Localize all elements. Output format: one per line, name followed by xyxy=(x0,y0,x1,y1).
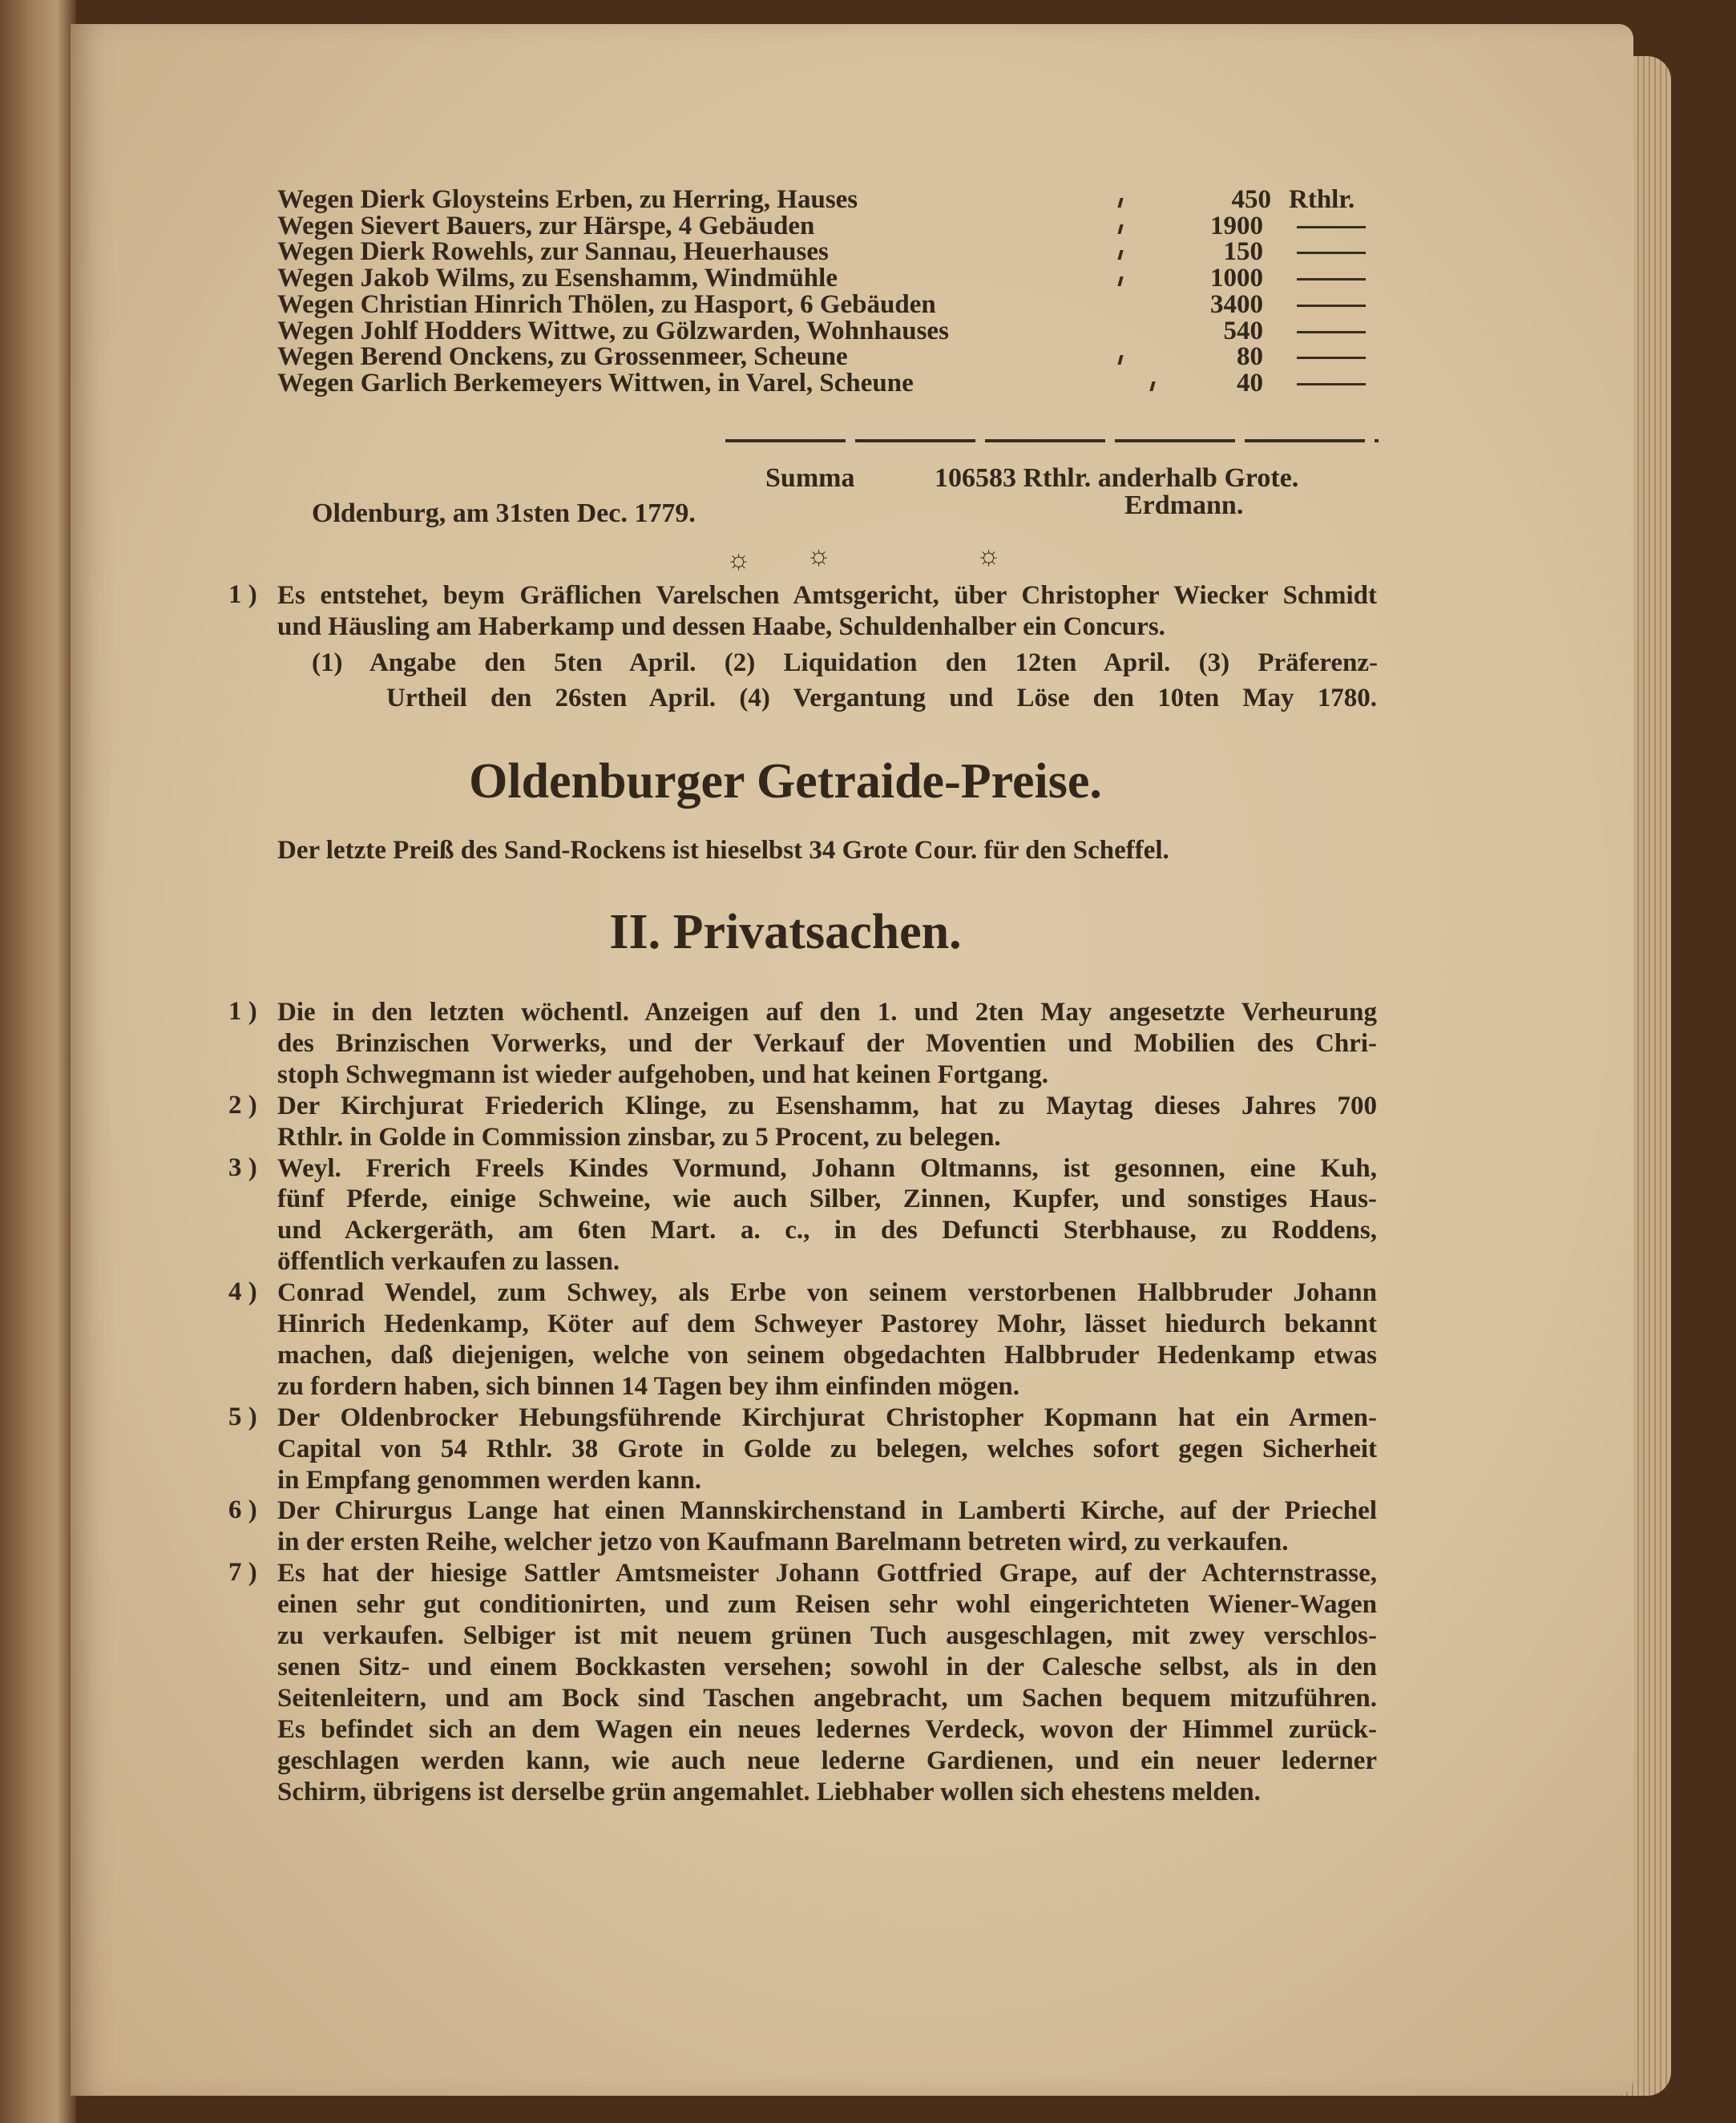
item-line: Der Kirchjurat Friederich Klinge, zu Esenshamm, hat zu Maytag dieses Jahres 700 xyxy=(277,1091,1377,1120)
item-line: Es befindet sich an dem Wagen ein neues ledernes Verdeck, wovon der Himmel zurück- xyxy=(277,1714,1377,1744)
item-line: machen, daß diejenigen, welche von seinem obgedachten Halbbruder Hedenkamp etwas xyxy=(277,1340,1377,1370)
item-number: 6 ) xyxy=(228,1495,257,1525)
notice-number: 1 ) xyxy=(228,580,257,609)
grain-prices-heading: Oldenburger Getraide-Preise. xyxy=(469,754,1102,809)
ledger-amount: 80 xyxy=(1237,342,1263,372)
item-line: Seitenleitern, und am Bock sind Taschen angebracht, um Sachen bequem mitzuführen. xyxy=(277,1683,1377,1713)
item-line: öffentlich verkaufen zu lassen. xyxy=(277,1247,620,1277)
item-line: zu fordern haben, sich binnen 14 Tagen bey ihm einfinden mögen. xyxy=(277,1371,1019,1401)
ditto-mark-icon xyxy=(1119,265,1122,292)
item-line: Der Oldenbrocker Hebungsführende Kirchjurat Christopher Kopmann hat ein Armen- xyxy=(277,1403,1377,1432)
ledger-ditto-dash xyxy=(1297,331,1366,333)
signature: Erdmann. xyxy=(1124,490,1244,520)
ornament-star-icon: ☼ xyxy=(976,541,1002,571)
item-line: in Empfang genommen werden kann. xyxy=(277,1465,701,1495)
item-line: Schirm, übrigens ist derselbe grün angemahlet. Liebhaber wollen sich ehestens melden. xyxy=(277,1777,1261,1806)
ledger-entry-text: Wegen Berend Onckens, zu Grossenmeer, Scheune xyxy=(277,342,848,372)
notice-line: Es entstehet, beym Gräflichen Varelschen Amtsgericht, über Christopher Wiecker Schmidt xyxy=(277,581,1377,610)
ledger-amount: 150 xyxy=(1223,237,1263,267)
ledger-row xyxy=(277,187,1383,213)
ledger-row xyxy=(277,213,1383,240)
item-line: Der Chirurgus Lange hat einen Mannskirchenstand in Lamberti Kirche, auf der Priechel xyxy=(277,1496,1377,1526)
item-line: Capital von 54 Rthlr. 38 Grote in Golde zu belegen, welches sofort gegen Sicherheit xyxy=(277,1434,1377,1463)
ornament-star-icon: ☼ xyxy=(806,541,832,571)
ledger-row xyxy=(277,370,1383,397)
ledger-amount: 40 xyxy=(1237,368,1263,398)
ledger-ditto-dash xyxy=(1297,252,1366,254)
ledger-row xyxy=(277,318,1383,345)
item-line: stoph Schwegmann ist wieder aufgehoben, und hat keinen Fortgang. xyxy=(277,1059,1049,1089)
ledger-row xyxy=(277,265,1383,292)
item-line: Conrad Wendel, zum Schwey, als Erbe von seinem verstorbenen Halbbruder Johann xyxy=(277,1278,1377,1308)
ledger-ditto-dash xyxy=(1297,226,1366,228)
notice-line: (1) Angabe den 5ten April. (2) Liquidation den 12ten April. (3) Präferenz- xyxy=(312,648,1378,677)
ledger-row xyxy=(277,239,1383,265)
place-date: Oldenburg, am 31sten Dec. 1779. xyxy=(312,498,696,528)
ledger-amount: 540 xyxy=(1223,316,1263,345)
summa-label: Summa xyxy=(765,463,855,493)
ledger-amount: 450 xyxy=(1231,185,1271,214)
ditto-mark-icon xyxy=(1119,239,1122,265)
item-number: 4 ) xyxy=(228,1277,257,1307)
item-line: in der ersten Reihe, welcher jetzo von Kaufmann Barelmann betreten wird, zu verkaufen. xyxy=(277,1528,1289,1557)
ledger-amount: 3400 xyxy=(1210,289,1263,319)
item-line: des Brinzischen Vorwerks, und der Verkauf der Moventien und Mobilien des Chri- xyxy=(277,1028,1377,1058)
item-line: Es hat der hiesige Sattler Amtsmeister Johann Gottfried Grape, auf der Achternstrasse, xyxy=(277,1559,1377,1588)
ledger-ditto-dash xyxy=(1297,305,1366,307)
notice-line: Urtheil den 26sten April. (4) Vergantung und Löse den 10ten May 1780. xyxy=(386,684,1377,712)
sum-rule xyxy=(725,439,1379,442)
ditto-mark-icon xyxy=(1119,213,1122,240)
item-line: einen sehr gut conditionirten, und zum Reisen sehr wohl eingerichteten Wiener-Wagen xyxy=(277,1590,1377,1620)
ledger-entry-text: Wegen Jakob Wilms, zu Esenshamm, Windmühle xyxy=(277,264,838,293)
item-line: Die in den letzten wöchentl. Anzeigen auf den 1. und 2ten May angesetzte Verheurung xyxy=(277,998,1377,1027)
item-number: 1 ) xyxy=(228,997,257,1026)
item-line: fünf Pferde, einige Schweine, wie auch Silber, Zinnen, Kupfer, und sonstiges Haus- xyxy=(277,1185,1377,1214)
summa-value: 106583 Rthlr. anderhalb Grote. xyxy=(935,463,1299,493)
ledger-ditto-dash xyxy=(1297,278,1366,281)
item-line: zu verkaufen. Selbiger ist mit neuem grünen Tuch ausgeschlagen, mit zwey verschlos- xyxy=(277,1621,1377,1650)
item-line: Weyl. Frerich Freels Kindes Vormund, Johann Oltmanns, ist gesonnen, eine Kuh, xyxy=(277,1153,1377,1183)
ledger-ditto-dash xyxy=(1297,357,1366,359)
item-line: geschlagen werden kann, wie auch neue lederne Gardienen, und ein neuer lederner xyxy=(277,1746,1377,1775)
ditto-mark-icon xyxy=(1119,187,1122,213)
ledger-row xyxy=(277,344,1383,370)
ledger-row xyxy=(277,289,1383,319)
item-line: Hinrich Hedenkamp, Köter auf dem Schweyer Pastorey Mohr, lässet hiedurch bekannt xyxy=(277,1310,1377,1338)
ledger-entry-text: Wegen Sievert Bauers, zur Härspe, 4 Gebäuden xyxy=(277,211,815,240)
ledger-entry-text: Wegen Dierk Rowehls, zur Sannau, Heuerhauses xyxy=(277,237,829,267)
grain-price-text: Der letzte Preiß des Sand-Rockens ist hieselbst 34 Grote Cour. für den Scheffel. xyxy=(277,836,1169,865)
ledger-ditto-dash xyxy=(1297,383,1366,385)
ledger-amount: 1900 xyxy=(1210,211,1263,240)
facing-page-edge xyxy=(0,0,76,2123)
item-number: 7 ) xyxy=(228,1558,257,1588)
item-number: 5 ) xyxy=(228,1402,257,1431)
ditto-mark-icon xyxy=(1119,344,1122,370)
ditto-mark-icon xyxy=(1151,370,1154,397)
item-line: senen Sitz- und einem Bockkasten versehen; sowohl in der Calesche selbst, als in den xyxy=(277,1652,1377,1681)
ornament-star-icon: ☼ xyxy=(726,545,752,575)
section-heading: II. Privatsachen. xyxy=(609,905,962,959)
ledger-entry-text: Wegen Dierk Gloysteins Erben, zu Herring, Hauses xyxy=(277,185,858,214)
item-number: 3 ) xyxy=(228,1152,257,1182)
ledger-entry-text: Wegen Christian Hinrich Thölen, zu Hasport, 6 Gebäuden xyxy=(277,289,936,319)
item-line: und Ackergeräth, am 6ten Mart. a. c., in des Defuncti Sterbhause, zu Roddens, xyxy=(277,1216,1377,1245)
ledger-unit: Rthlr. xyxy=(1289,185,1355,214)
ledger-entry-text: Wegen Garlich Berkemeyers Wittwen, in Varel, Scheune xyxy=(277,368,914,398)
notice-line: und Häusling am Haberkamp und dessen Haabe, Schuldenhalber ein Concurs. xyxy=(277,612,1165,641)
ledger-entry-text: Wegen Johlf Hodders Wittwe, zu Gölzwarden, Wohnhauses xyxy=(277,316,949,345)
ledger-amount: 1000 xyxy=(1210,264,1263,293)
item-number: 2 ) xyxy=(228,1090,257,1120)
item-line: Rthlr. in Golde in Commission zinsbar, zu 5 Procent, zu belegen. xyxy=(277,1122,1001,1152)
